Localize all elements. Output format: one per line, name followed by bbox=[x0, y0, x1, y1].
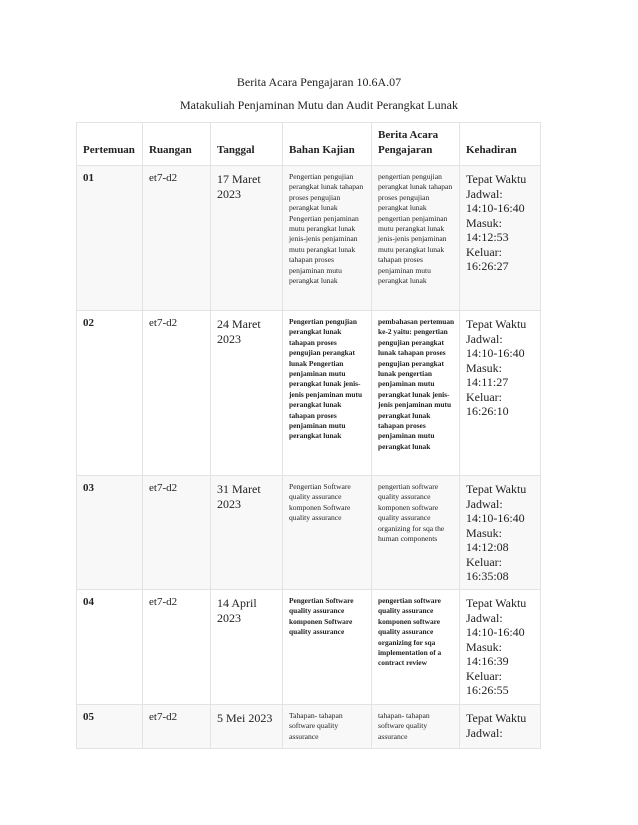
cell-tanggal: 17 Maret 2023 bbox=[211, 166, 283, 311]
cell-tanggal: 31 Maret 2023 bbox=[211, 476, 283, 590]
cell-pertemuan: 02 bbox=[77, 311, 143, 476]
cell-berita-acara: pengertian pengujian perangkat lunak tahapan proses pengujian perangkat lunak pengertian penjaminan mutu perangkat lunak jenis-jenis penjaminan mutu perangkat lunak tahapan proses penjaminan mutu perangkat lunak bbox=[372, 166, 460, 311]
status-text: Tepat Waktu bbox=[466, 317, 527, 331]
cell-ruangan: et7-d2 bbox=[143, 590, 211, 705]
cell-ruangan: et7-d2 bbox=[143, 476, 211, 590]
jadwal-value: 14:10-16:40 bbox=[466, 625, 525, 639]
header-ruangan: Ruangan bbox=[143, 123, 211, 166]
cell-pertemuan: 04 bbox=[77, 590, 143, 705]
jadwal-value: 14:10-16:40 bbox=[466, 346, 525, 360]
cell-ruangan: et7-d2 bbox=[143, 311, 211, 476]
jadwal-label: Jadwal: bbox=[466, 610, 503, 625]
cell-ruangan: et7-d2 bbox=[143, 705, 211, 749]
attendance-table bbox=[76, 122, 541, 749]
masuk-value: 14:16:39 bbox=[466, 654, 509, 668]
cell-kehadiran bbox=[460, 476, 541, 590]
table-row bbox=[77, 705, 541, 749]
header-bahan-kajian: Bahan Kajian bbox=[283, 123, 372, 166]
cell-berita-acara: pengertian software quality assurance komponen software quality assurance organizing for sqa implementation of a contract review bbox=[372, 590, 460, 705]
header-pertemuan: Pertemuan bbox=[77, 123, 143, 166]
cell-bahan-kajian: Pengertian Software quality assurance komponen Software quality assurance bbox=[283, 590, 372, 705]
masuk-label: Masuk: bbox=[466, 525, 502, 540]
cell-berita-acara: pembahasan pertemuan ke-2 yaitu: pengertian pengujian perangkat lunak tahapan proses pengujian perangkat lunak pengertian penjaminan mutu perangkat lunak jenis-jenis penjaminan mutu perangkat lunak tahapan proses penjaminan mutu perangkat lunak bbox=[372, 311, 460, 476]
table-row bbox=[77, 590, 541, 705]
cell-bahan-kajian: Tahapan- tahapan software quality assurance bbox=[283, 705, 372, 749]
cell-tanggal: 14 April 2023 bbox=[211, 590, 283, 705]
document-subtitle: Matakuliah Penjaminan Mutu dan Audit Perangkat Lunak bbox=[180, 98, 458, 112]
document-title: Berita Acara Pengajaran 10.6A.07 bbox=[236, 75, 402, 89]
jadwal-label: Jadwal: bbox=[466, 331, 503, 346]
cell-pertemuan: 05 bbox=[77, 705, 143, 749]
cell-berita-acara: pengertian software quality assurance komponen software quality assurance organizing for sqa the human components bbox=[372, 476, 460, 590]
status-text: Tepat Waktu bbox=[466, 482, 527, 496]
table-header-row bbox=[77, 123, 541, 166]
table-row bbox=[77, 476, 541, 590]
masuk-label: Masuk: bbox=[466, 360, 502, 375]
cell-bahan-kajian: Pengertian pengujian perangkat lunak tahapan proses pengujian perangkat lunak Pengertian penjaminan mutu perangkat lunak jenis-jenis penjaminan mutu perangkat lunak tahapan proses penjaminan mutu perangkat lunak bbox=[283, 311, 372, 476]
jadwal-label: Jadwal: bbox=[466, 725, 503, 740]
masuk-value: 14:11:27 bbox=[466, 375, 509, 389]
cell-ruangan: et7-d2 bbox=[143, 166, 211, 311]
cell-pertemuan: 03 bbox=[77, 476, 143, 590]
masuk-value: 14:12:53 bbox=[466, 230, 509, 244]
masuk-label: Masuk: bbox=[466, 215, 502, 230]
keluar-value: 16:26:27 bbox=[466, 259, 509, 273]
keluar-label: Keluar: bbox=[466, 554, 502, 569]
cell-tanggal: 24 Maret 2023 bbox=[211, 311, 283, 476]
jadwal-label: Jadwal: bbox=[466, 186, 503, 201]
cell-kehadiran bbox=[460, 311, 541, 476]
table-row bbox=[77, 166, 541, 311]
masuk-label: Masuk: bbox=[466, 639, 502, 654]
keluar-value: 16:26:10 bbox=[466, 404, 509, 418]
keluar-label: Keluar: bbox=[466, 389, 502, 404]
masuk-value: 14:12:08 bbox=[466, 540, 509, 554]
jadwal-value: 14:10-16:40 bbox=[466, 511, 525, 525]
keluar-label: Keluar: bbox=[466, 244, 502, 259]
cell-berita-acara: tahapan- tahapan software quality assurance bbox=[372, 705, 460, 749]
jadwal-label: Jadwal: bbox=[466, 496, 503, 511]
jadwal-value: 14:10-16:40 bbox=[466, 201, 525, 215]
keluar-value: 16:35:08 bbox=[466, 569, 509, 583]
header-kehadiran: Kehadiran bbox=[460, 123, 541, 166]
status-text: Tepat Waktu bbox=[466, 172, 527, 186]
cell-pertemuan: 01 bbox=[77, 166, 143, 311]
status-text: Tepat Waktu bbox=[466, 711, 527, 725]
status-text: Tepat Waktu bbox=[466, 596, 527, 610]
header-berita-acara: Berita Acara Pengajaran bbox=[372, 123, 460, 166]
keluar-value: 16:26:55 bbox=[466, 683, 509, 697]
table-row bbox=[77, 311, 541, 476]
cell-kehadiran bbox=[460, 590, 541, 705]
header-tanggal: Tanggal bbox=[211, 123, 283, 166]
cell-bahan-kajian: Pengertian Software quality assurance komponen Software quality assurance bbox=[283, 476, 372, 590]
cell-tanggal: 5 Mei 2023 bbox=[211, 705, 283, 749]
cell-kehadiran bbox=[460, 166, 541, 311]
keluar-label: Keluar: bbox=[466, 668, 502, 683]
cell-bahan-kajian: Pengertian pengujian perangkat lunak tahapan proses pengujian perangkat lunak Pengertian penjaminan mutu perangkat lunak jenis-jenis penjaminan mutu perangkat lunak tahapan proses penjaminan mutu perangkat lunak bbox=[283, 166, 372, 311]
cell-kehadiran bbox=[460, 705, 541, 749]
